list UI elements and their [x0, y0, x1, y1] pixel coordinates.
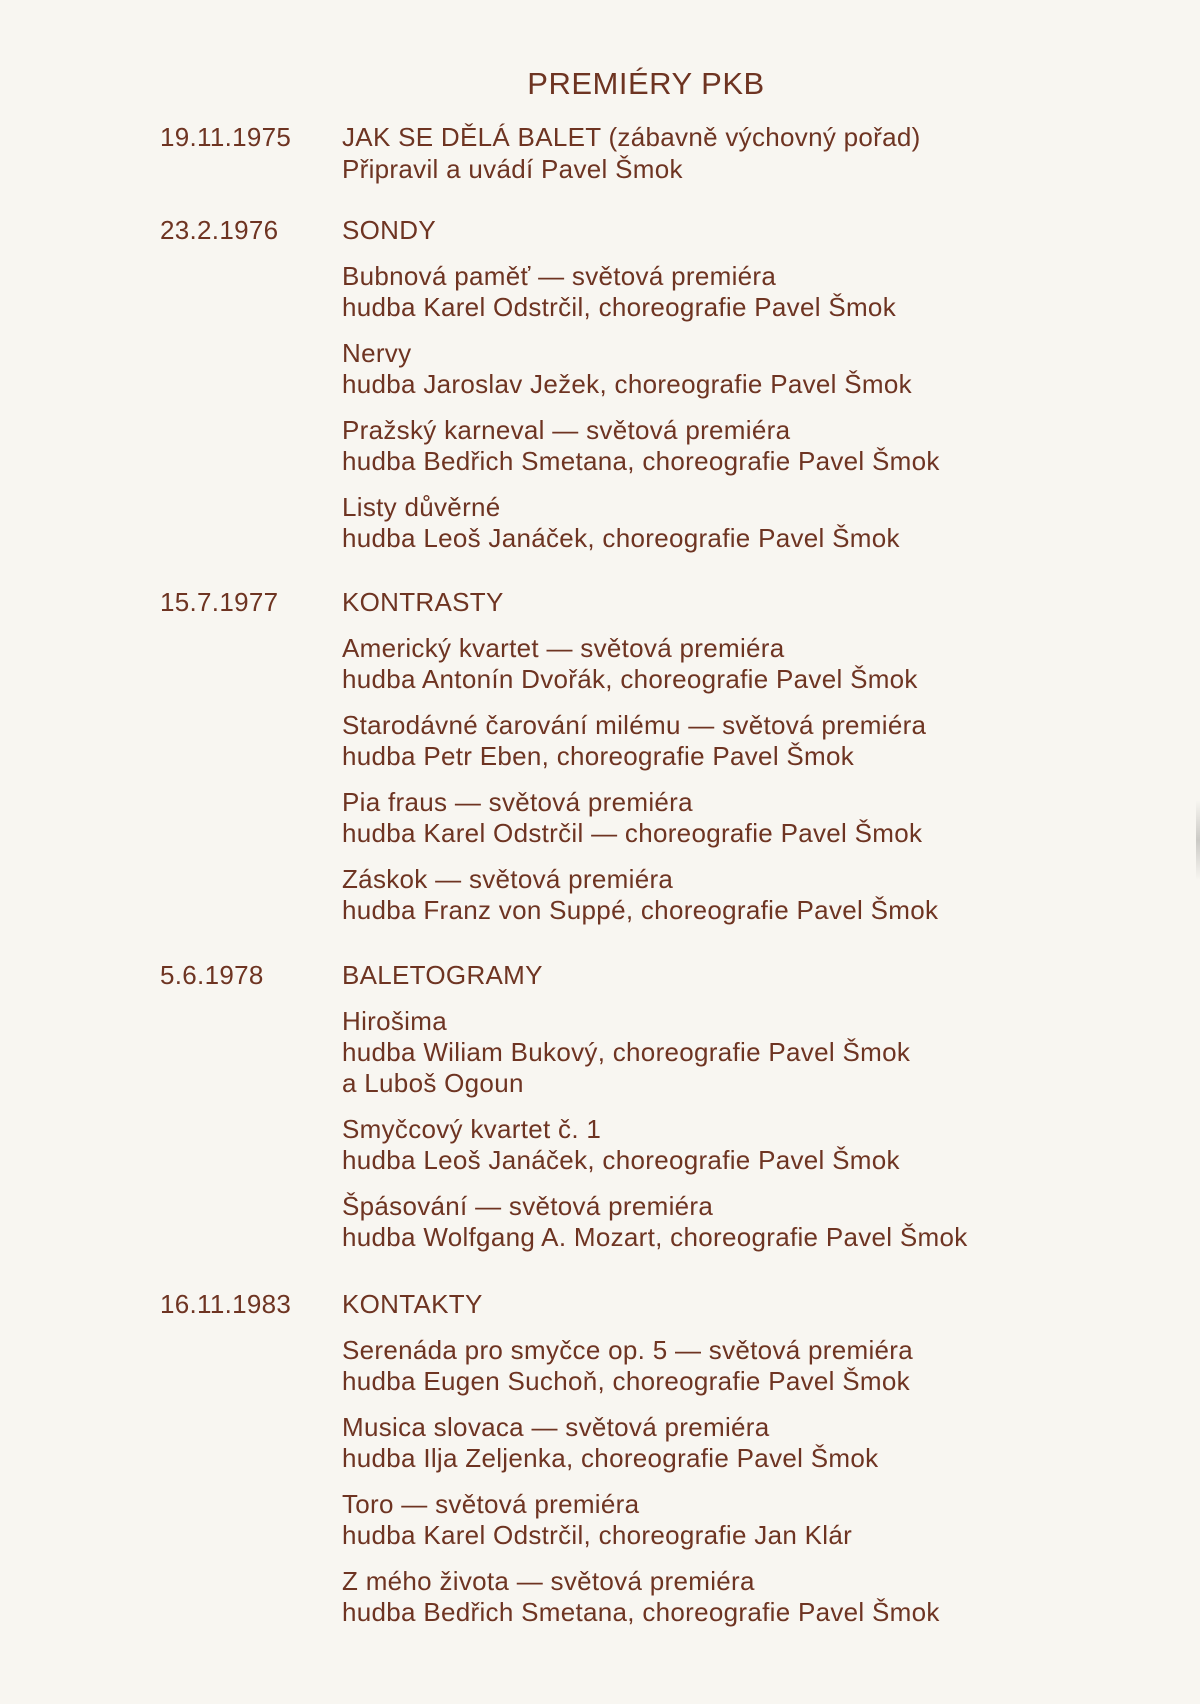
work-item	[342, 633, 938, 695]
work-item	[342, 864, 938, 926]
work-item	[342, 1412, 940, 1474]
program-title: BALETOGRAMY	[342, 960, 543, 990]
work-credits: hudba Petr Eben, choreografie Pavel Šmok	[342, 741, 855, 771]
work-item	[342, 1114, 968, 1176]
work-item	[342, 492, 940, 554]
premiere-date: 5.6.1978	[160, 960, 264, 990]
work-credits: hudba Eugen Suchoň, choreografie Pavel Šmok	[342, 1366, 910, 1396]
page-edge-shadow	[1196, 800, 1200, 880]
work-credits: hudba Bedřich Smetana, choreografie Pavel Šmok	[342, 446, 940, 476]
work-title: Hirošima	[342, 1006, 447, 1036]
work-credits: hudba Wiliam Bukový, choreografie Pavel Šmok	[342, 1037, 911, 1067]
work-title: Listy důvěrné	[342, 492, 501, 522]
work-title: Z mého života — světová premiéra	[342, 1566, 755, 1596]
premiere-date: 16.11.1983	[160, 1289, 292, 1319]
work-item	[342, 261, 940, 323]
premiere-date: 23.2.1976	[160, 215, 279, 245]
work-title: Toro — světová premiéra	[342, 1489, 640, 1519]
page-title: PREMIÉRY PKB	[527, 66, 765, 101]
work-title: Bubnová paměť — světová premiéra	[342, 261, 777, 291]
work-credits: hudba Karel Odstrčil, choreografie Jan Klár	[342, 1520, 853, 1550]
work-credits: hudba Wolfgang A. Mozart, choreografie Pavel Šmok	[342, 1222, 968, 1252]
works-list	[342, 1006, 968, 1268]
work-item	[342, 338, 940, 400]
work-credits: hudba Leoš Janáček, choreografie Pavel Šmok	[342, 1145, 900, 1175]
program-title: SONDY	[342, 215, 436, 245]
program-title: JAK SE DĚLÁ BALET (zábavně výchovný pořad)	[342, 122, 921, 152]
work-item	[342, 1489, 940, 1551]
work-title: Smyčcový kvartet č. 1	[342, 1114, 602, 1144]
work-title: Špásování — světová premiéra	[342, 1191, 714, 1221]
work-title: Starodávné čarování milému — světová premiéra	[342, 710, 927, 740]
work-credits: hudba Leoš Janáček, choreografie Pavel Šmok	[342, 523, 900, 553]
program-subtitle: Připravil a uvádí Pavel Šmok	[342, 154, 683, 184]
work-title: Pia fraus — světová premiéra	[342, 787, 693, 817]
works-list	[342, 261, 940, 569]
works-list	[342, 633, 938, 941]
work-item	[342, 710, 938, 772]
work-item	[342, 1191, 968, 1253]
program-title: KONTAKTY	[342, 1289, 483, 1319]
work-credits: hudba Karel Odstrčil, choreografie Pavel Šmok	[342, 292, 896, 322]
work-credits: hudba Bedřich Smetana, choreografie Pavel Šmok	[342, 1597, 940, 1627]
work-title: Serenáda pro smyčce op. 5 — světová premiéra	[342, 1335, 914, 1365]
work-item	[342, 1335, 940, 1397]
program-title: KONTRASTY	[342, 587, 504, 617]
premiere-date: 15.7.1977	[160, 587, 279, 617]
work-credits: hudba Ilja Zeljenka, choreografie Pavel Šmok	[342, 1443, 879, 1473]
work-credits: hudba Franz von Suppé, choreografie Pavel Šmok	[342, 895, 939, 925]
works-list	[342, 1335, 940, 1643]
work-item	[342, 1566, 940, 1628]
work-credits: a Luboš Ogoun	[342, 1068, 524, 1098]
work-item	[342, 1006, 968, 1099]
work-credits: hudba Karel Odstrčil — choreografie Pavel Šmok	[342, 818, 923, 848]
work-credits: hudba Antonín Dvořák, choreografie Pavel Šmok	[342, 664, 918, 694]
work-title: Záskok — světová premiéra	[342, 864, 674, 894]
work-title: Nervy	[342, 338, 412, 368]
work-title: Musica slovaca — světová premiéra	[342, 1412, 770, 1442]
premiere-date: 19.11.1975	[160, 122, 292, 152]
work-item	[342, 787, 938, 849]
work-item	[342, 415, 940, 477]
work-title: Americký kvartet — světová premiéra	[342, 633, 785, 663]
work-title: Pražský karneval — světová premiéra	[342, 415, 791, 445]
work-credits: hudba Jaroslav Ježek, choreografie Pavel Šmok	[342, 369, 912, 399]
